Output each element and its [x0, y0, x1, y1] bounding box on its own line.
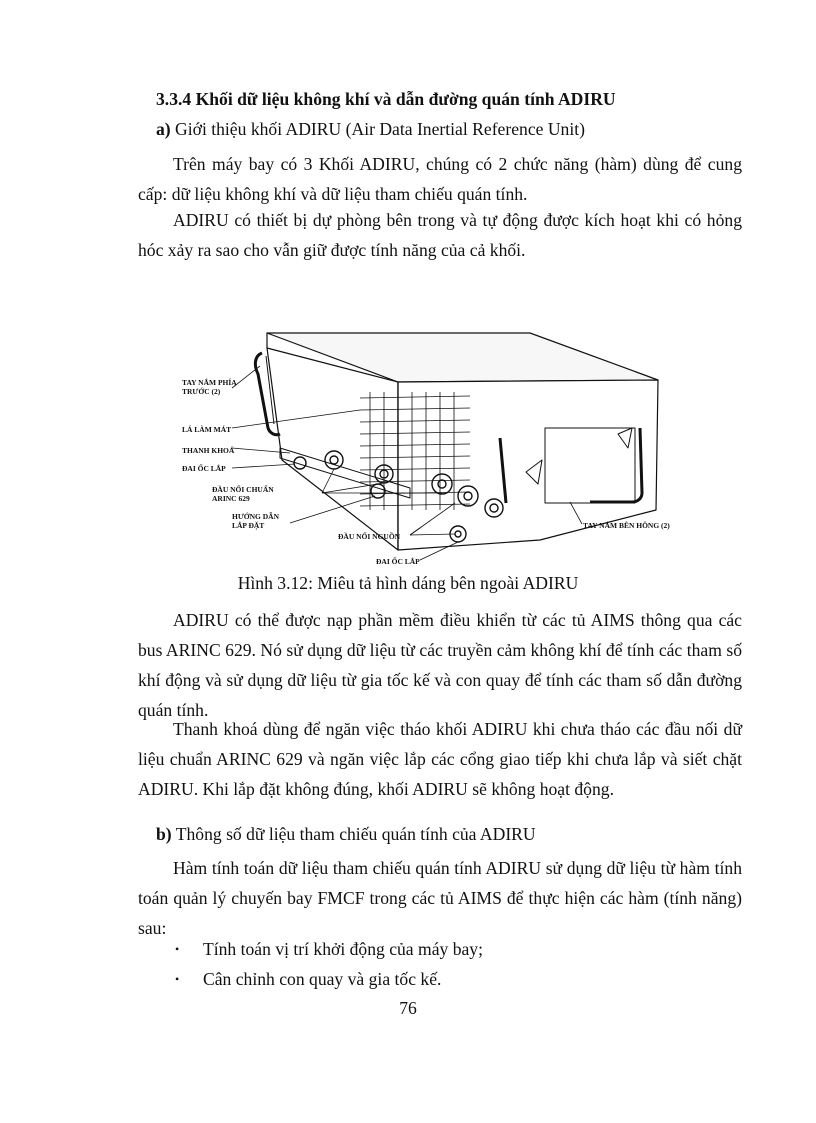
subsection-b-marker: b) [156, 824, 172, 844]
label-cooling-fin: LÁ LÀM MÁT [182, 425, 232, 434]
paragraph-2: ADIRU có thiết bị dự phòng bên trong và tự động được kích hoạt khi có hỏng hóc xảy ra sao cho vẫn giữ được tính năng của cả khối. [138, 210, 742, 260]
label-power-connector: ĐẦU NỐI NGUỒN [338, 532, 401, 541]
subsection-b-title: Thông số dữ liệu tham chiếu quán tính của ADIRU [171, 824, 536, 844]
bullet-dot-icon: • [175, 972, 180, 986]
bullet-item-1 [175, 939, 483, 960]
bullet-dot-icon: • [175, 942, 180, 956]
label-arinc-line2: ARINC 629 [212, 494, 250, 503]
subsection-b [156, 824, 536, 845]
label-front-handle-line2: TRƯỚC (2) [182, 387, 221, 396]
section-heading: 3.3.4 Khối dữ liệu không khí và dẫn đường quán tính ADIRU [156, 89, 616, 109]
paragraph-3: ADIRU có thể được nạp phần mềm điều khiển từ các tủ AIMS thông qua các bus ARINC 629. Nó sử dụng dữ liệu từ các truyền cảm không khí để tính các tham số khí động và sử dụng dữ liệu từ gia tốc kế và con quay để tính các tham số dẫn đường quán tính. [138, 610, 742, 720]
subsection-a-title: Giới thiệu khối ADIRU (Air Data Inertial Reference Unit) [170, 119, 585, 139]
figure-caption: Hình 3.12: Miêu tả hình dáng bên ngoài ADIRU [237, 573, 579, 593]
bullet-item-2 [175, 969, 441, 990]
label-arinc-line1: ĐẦU NỐI CHUẨN [212, 485, 274, 494]
label-front-handle-line1: TAY NẮM PHÍA [182, 378, 237, 387]
paragraph-5: Hàm tính toán dữ liệu tham chiếu quán tính ADIRU sử dụng dữ liệu từ hàm tính toán quản lý chuyến bay FMCF trong các tủ AIMS để thực hiện các hàm (tính năng) sau: [138, 858, 742, 938]
paragraph-1: Trên máy bay có 3 Khối ADIRU, chúng có 2 chức năng (hàm) dùng để cung cấp: dữ liệu không khí và dữ liệu tham chiếu quán tính. [138, 154, 742, 204]
label-mount-nut-left: ĐAI ỐC LẮP [182, 464, 226, 473]
bullet-text-2: Cân chỉnh con quay và gia tốc kế. [203, 969, 442, 989]
bullet-text-1: Tính toán vị trí khởi động của máy bay; [203, 939, 483, 959]
paragraph-4: Thanh khoá dùng để ngăn việc tháo khối ADIRU khi chưa tháo các đầu nối dữ liệu chuẩn ARINC 629 và ngăn việc lắp các cổng giao tiếp khi chưa lắp và siết chặt ADIRU. Khi lắp đặt không đúng, khối ADIRU sẽ không hoạt động. [138, 719, 742, 799]
label-install-guide-line1: HƯỚNG DẪN [232, 512, 280, 521]
label-lock-bar: THANH KHOÁ [182, 446, 235, 455]
adiru-figure [170, 288, 670, 570]
label-side-handle: TAY NẮM BÊN HÔNG (2) [583, 521, 670, 530]
label-install-guide-line2: LẮP ĐẶT [232, 521, 265, 530]
label-mount-nut-bottom: ĐAI ỐC LẮP [376, 557, 420, 566]
page-number: 76 [399, 998, 417, 1018]
subsection-a [156, 119, 585, 140]
subsection-a-marker: a) [156, 119, 171, 139]
adiru-drawing [255, 333, 658, 550]
